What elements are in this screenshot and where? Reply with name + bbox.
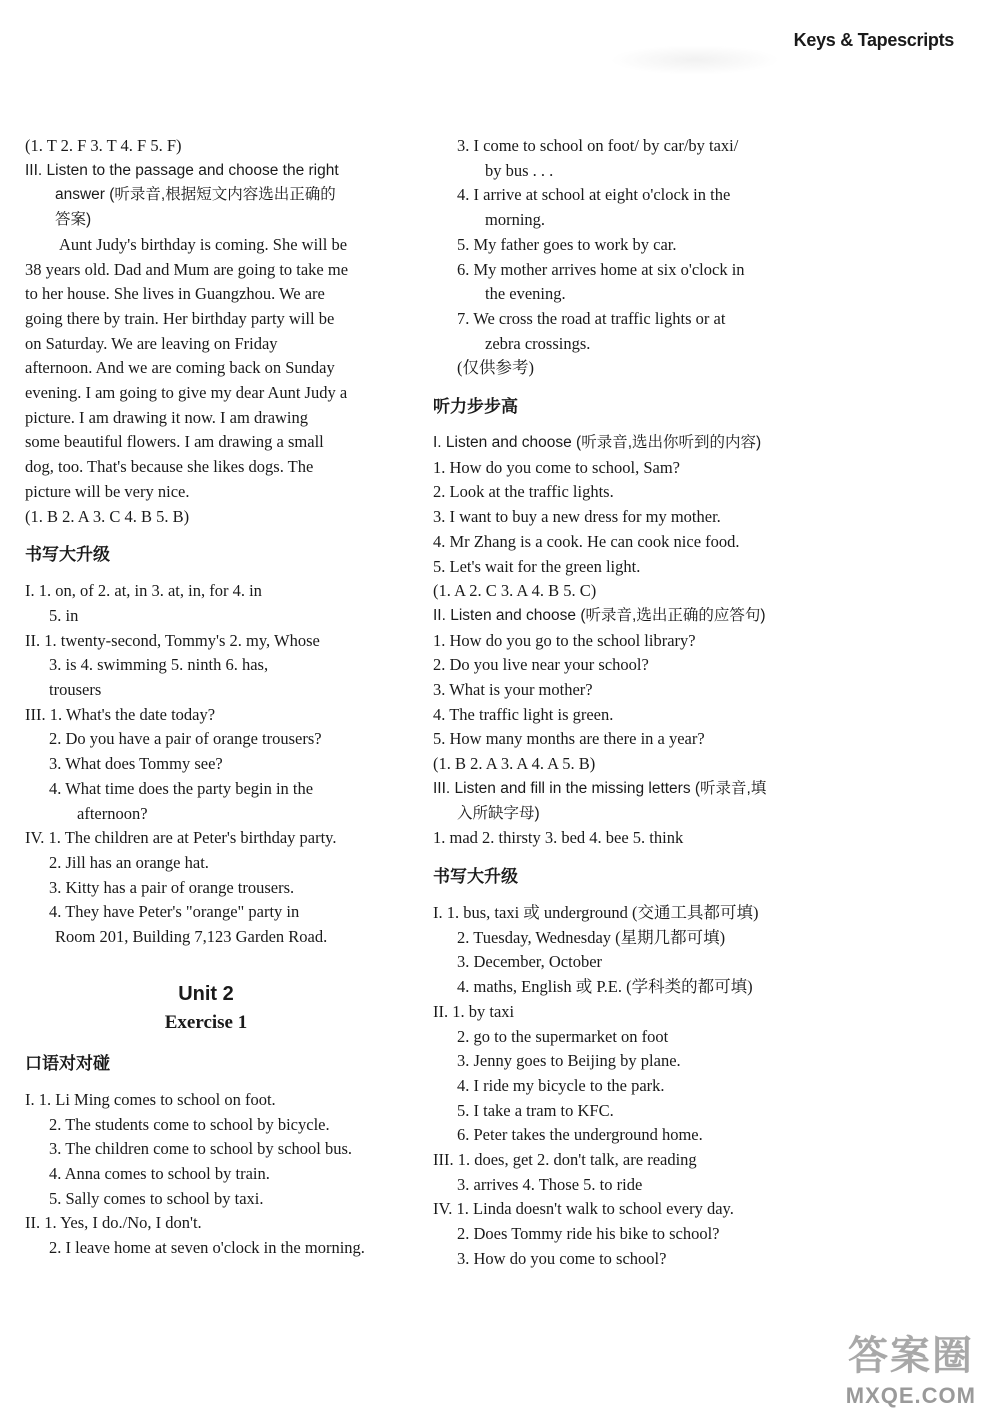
text-line: (1. T 2. F 3. T 4. F 5. F) bbox=[25, 136, 182, 155]
text-line: Room 201, Building 7,123 Garden Road. bbox=[55, 927, 328, 947]
page-header-title: Keys & Tapescripts bbox=[793, 30, 954, 50]
text-line: II. 1. Yes, I do./No, I don't. bbox=[25, 1213, 202, 1233]
text-line: Aunt Judy's birthday is coming. She will be bbox=[59, 234, 348, 254]
answer-block-top bbox=[433, 134, 795, 381]
text-line: 6. My mother arrives home at six o'clock in bbox=[457, 259, 745, 279]
site-watermark-logo bbox=[804, 1303, 984, 1413]
text-line: 2. Do you have a pair of orange trousers? bbox=[49, 729, 322, 749]
text-line: 2. Do you live near your school? bbox=[433, 655, 649, 675]
listening-items bbox=[433, 629, 795, 777]
text-line: 3. What is your mother? bbox=[433, 680, 593, 700]
text-line: 5. How many months are there in a year? bbox=[433, 729, 705, 749]
text-line: 7. We cross the road at traffic lights or at bbox=[457, 308, 726, 328]
answer-block-top bbox=[25, 134, 387, 159]
question-title: 答案) bbox=[55, 211, 92, 229]
text-line: 2. The students come to school by bicycle. bbox=[49, 1114, 330, 1134]
text-line: III. 1. What's the date today? bbox=[25, 704, 216, 724]
watermark-url: MXQE.COM bbox=[845, 1383, 976, 1408]
text-line: going there by train. Her birthday party will be bbox=[25, 308, 335, 328]
listening-items bbox=[433, 456, 795, 604]
text-line: I. 1. bus, taxi 或 underground (交通工具都可填) bbox=[433, 902, 759, 922]
watermark-logo-text: 答案圈 bbox=[848, 1333, 974, 1379]
text-line: 3. How do you come to school? bbox=[457, 1248, 667, 1268]
text-line: 3. The children come to school by school bus. bbox=[49, 1139, 353, 1159]
text-line: 4. maths, English 或 P.E. (学科类的都可填) bbox=[457, 977, 753, 997]
text-line: II. 1. twenty-second, Tommy's 2. my, Whose bbox=[25, 630, 320, 650]
text-line: 5. Sally comes to school by taxi. bbox=[49, 1188, 264, 1208]
text-line: 4. They have Peter's "orange" party in bbox=[49, 902, 300, 922]
text-line: I. 1. on, of 2. at, in 3. at, in, for 4. in bbox=[25, 581, 262, 601]
text-line: 2. go to the supermarket on foot bbox=[457, 1026, 669, 1046]
text-line: (1. A 2. C 3. A 4. B 5. C) bbox=[433, 581, 597, 601]
answer-key: 1. mad 2. thirsty 3. bed 4. bee 5. think bbox=[433, 828, 684, 848]
section-heading-writing: 书写大升级 bbox=[25, 545, 110, 565]
text-line: 3. I come to school on foot/ by car/by taxi/ bbox=[457, 136, 739, 155]
section-heading-listening: 听力步步高 bbox=[433, 397, 518, 417]
text-line: 2. Look at the traffic lights. bbox=[433, 482, 614, 502]
text-line: 3. What does Tommy see? bbox=[49, 754, 223, 774]
text-line: zebra crossings. bbox=[485, 333, 591, 353]
text-line: 3. is 4. swimming 5. ninth 6. has, bbox=[49, 655, 269, 675]
text-line: 4. I ride my bicycle to the park. bbox=[457, 1075, 665, 1095]
text-line: 3. arrives 4. Those 5. to ride bbox=[457, 1174, 643, 1194]
text-line: afternoon? bbox=[77, 803, 148, 823]
text-line: IV. 1. The children are at Peter's birthday party. bbox=[25, 828, 337, 848]
text-line: 6. Peter takes the underground home. bbox=[457, 1125, 703, 1145]
text-line: (仅供参考) bbox=[457, 358, 534, 378]
text-line: on Saturday. We are leaving on Friday bbox=[25, 333, 278, 353]
text-line: picture will be very nice. bbox=[25, 481, 190, 501]
text-line: III. 1. does, get 2. don't talk, are reading bbox=[433, 1150, 697, 1170]
text-line: IV. 1. Linda doesn't walk to school every day. bbox=[433, 1199, 734, 1219]
text-line: dog, too. That's because she likes dogs. The bbox=[25, 457, 314, 477]
writing-answers bbox=[433, 901, 795, 1272]
right-column bbox=[433, 134, 795, 1272]
text-line: I. 1. Li Ming comes to school on foot. bbox=[25, 1089, 276, 1109]
text-line: some beautiful flowers. I am drawing a small bbox=[25, 432, 324, 452]
question-title: I. Listen and choose (听录音,选出你听到的内容) bbox=[433, 434, 762, 452]
text-line: II. 1. by taxi bbox=[433, 1001, 515, 1021]
question-title: answer (听录音,根据短文内容选出正确的 bbox=[55, 186, 336, 204]
text-line: (1. B 2. A 3. A 4. A 5. B) bbox=[433, 754, 596, 774]
listening-passage bbox=[25, 233, 387, 505]
left-column bbox=[25, 134, 387, 1261]
oral-answers bbox=[25, 1088, 387, 1261]
text-line: 4. Anna comes to school by train. bbox=[49, 1163, 270, 1183]
text-line: 3. Kitty has a pair of orange trousers. bbox=[49, 877, 295, 897]
exercise-title: Exercise 1 bbox=[164, 1011, 248, 1033]
text-line: 2. Tuesday, Wednesday (星期几都可填) bbox=[457, 927, 726, 947]
text-line: 1. How do you come to school, Sam? bbox=[433, 457, 681, 477]
text-line: 1. How do you go to the school library? bbox=[433, 630, 696, 650]
writing-answers bbox=[25, 579, 387, 950]
text-line: 5. Let's wait for the green light. bbox=[433, 556, 641, 576]
text-line: 3. I want to buy a new dress for my mother. bbox=[433, 507, 721, 527]
text-line: 5. I take a tram to KFC. bbox=[457, 1100, 614, 1120]
text-line: 3. Jenny goes to Beijing by plane. bbox=[457, 1051, 681, 1071]
text-line: 5. My father goes to work by car. bbox=[457, 234, 677, 254]
text-line: 3. December, October bbox=[457, 952, 603, 972]
scan-smudge bbox=[610, 45, 780, 75]
text-line: morning. bbox=[485, 210, 546, 230]
question-title: III. Listen to the passage and choose the right bbox=[25, 161, 339, 179]
section-heading-writing: 书写大升级 bbox=[433, 866, 518, 886]
question-title: 入所缺字母) bbox=[457, 804, 540, 822]
text-line: by bus . . . bbox=[485, 160, 554, 180]
unit-title: Unit 2 bbox=[178, 982, 234, 1005]
text-line: 4. Mr Zhang is a cook. He can cook nice food. bbox=[433, 531, 740, 551]
text-line: 4. The traffic light is green. bbox=[433, 704, 614, 724]
text-line: 2. I leave home at seven o'clock in the morning. bbox=[49, 1238, 365, 1258]
text-line: the evening. bbox=[485, 284, 566, 304]
text-line: to her house. She lives in Guangzhou. We are bbox=[25, 284, 325, 304]
text-line: picture. I am drawing it now. I am drawing bbox=[25, 407, 309, 427]
text-line: 4. What time does the party begin in the bbox=[49, 778, 314, 798]
text-line: trousers bbox=[49, 680, 102, 700]
section-heading-oral: 口语对对碰 bbox=[25, 1053, 110, 1073]
answer-key: (1. B 2. A 3. C 4. B 5. B) bbox=[25, 506, 190, 526]
question-title: III. Listen and fill in the missing letters (听录音,填 bbox=[433, 779, 767, 797]
text-line: afternoon. And we are coming back on Sunday bbox=[25, 358, 335, 378]
question-title: II. Listen and choose (听录音,选出正确的应答句) bbox=[433, 606, 766, 624]
text-line: 2. Jill has an orange hat. bbox=[49, 852, 209, 872]
text-line: evening. I am going to give my dear Aunt Judy a bbox=[25, 383, 348, 403]
text-line: 2. Does Tommy ride his bike to school? bbox=[457, 1224, 720, 1244]
text-line: 38 years old. Dad and Mum are going to take me bbox=[25, 259, 349, 279]
text-line: 5. in bbox=[49, 605, 79, 625]
text-line: 4. I arrive at school at eight o'clock in the bbox=[457, 185, 731, 205]
